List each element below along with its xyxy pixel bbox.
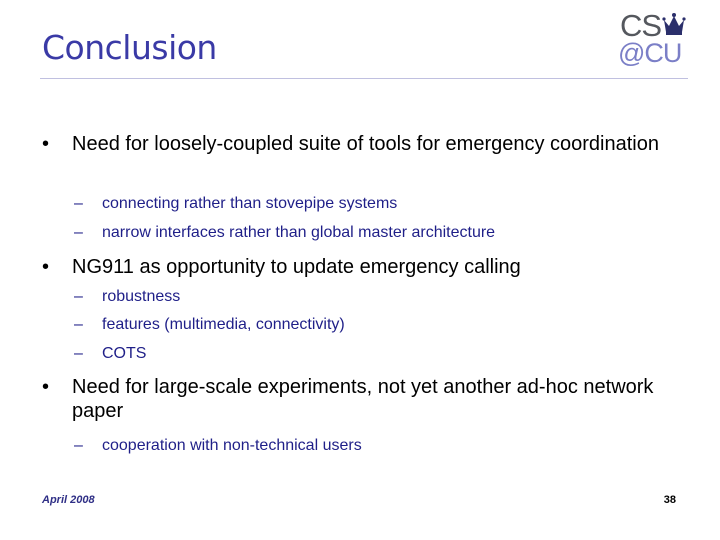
slide-title: Conclusion (42, 28, 217, 67)
sub-bullet-text: connecting rather than stovepipe systems (102, 195, 398, 212)
bullet-symbol: • (42, 133, 50, 155)
sub-bullet-symbol: – (74, 224, 83, 241)
sub-bullet-symbol: – (74, 437, 83, 454)
sub-bullet-text: robustness (102, 288, 181, 305)
sub-bullet-symbol: – (74, 288, 83, 305)
sub-bullet-text: narrow interfaces rather than global master architecture (102, 224, 496, 241)
sub-bullet-text: features (multimedia, connectivity) (102, 316, 345, 333)
sub-bullet-text: COTS (102, 345, 147, 362)
footer-date: April 2008 (42, 494, 95, 506)
sub-bullet-item (74, 344, 674, 364)
sub-bullet-symbol: – (74, 345, 83, 362)
bullet-symbol: • (42, 256, 50, 278)
bullet-item (42, 375, 672, 423)
bullet-item (42, 255, 672, 279)
sub-bullet-symbol: – (74, 316, 83, 333)
sub-bullet-item (74, 315, 674, 335)
bullet-text: Need for loosely-coupled suite of tools for emergency coordination (72, 133, 659, 155)
bullet-text: NG911 as opportunity to update emergency calling (72, 256, 521, 278)
logo-cu-text: @CU (618, 38, 682, 68)
sub-bullet-item (74, 223, 674, 243)
bullet-text: Need for large-scale experiments, not yet another ad-hoc network paper (72, 376, 654, 422)
sub-bullet-item (74, 436, 674, 456)
logo-cs-text: CS (620, 8, 662, 43)
bullet-symbol: • (42, 376, 50, 398)
page-number: 38 (663, 494, 676, 506)
bullet-item (42, 132, 672, 156)
sub-bullet-symbol: – (74, 195, 83, 212)
sub-bullet-text: cooperation with non-technical users (102, 437, 362, 454)
sub-bullet-item (74, 194, 674, 214)
sub-bullet-item (74, 287, 674, 307)
